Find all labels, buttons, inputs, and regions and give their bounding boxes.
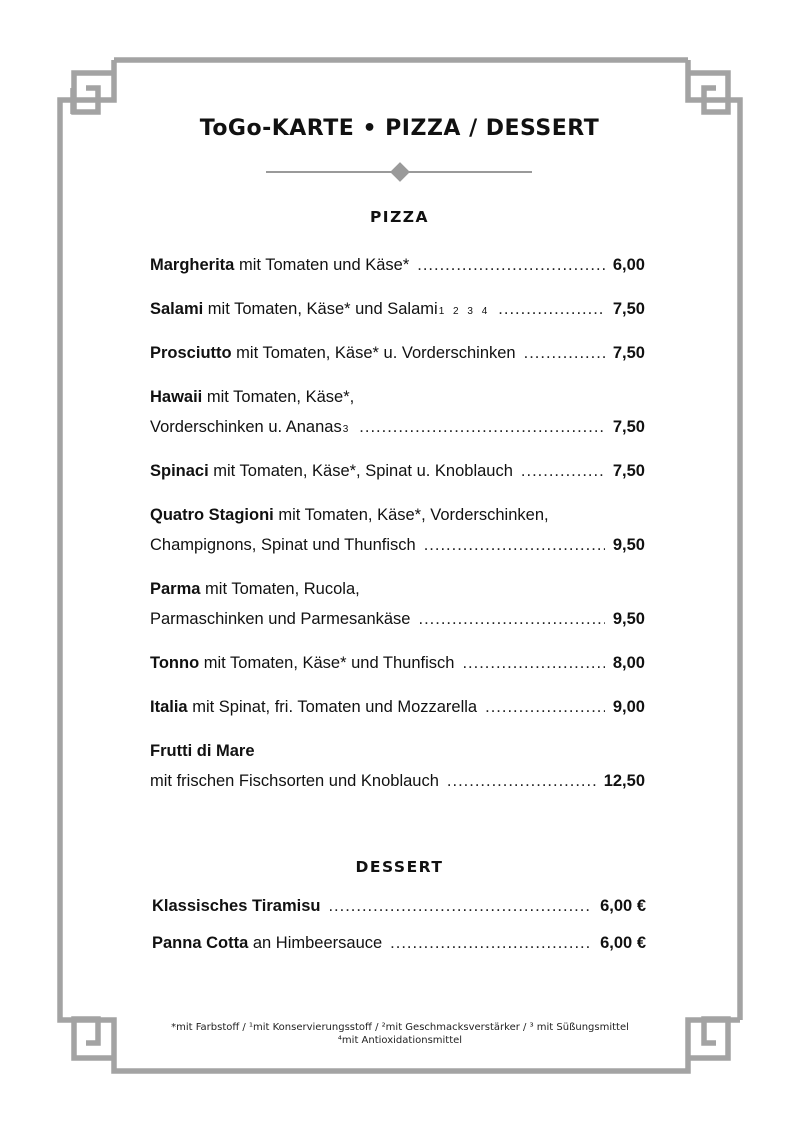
allergen-note: 3 <box>342 424 352 435</box>
item-name: Parma <box>150 580 201 598</box>
item-description-cont: Parmaschinken und Parmesankäse <box>150 610 411 628</box>
item-description: mit Tomaten und Käse* <box>234 256 410 274</box>
item-price: 6,00 <box>612 256 645 274</box>
section-heading-dessert: DESSERT <box>355 858 444 876</box>
item-name: Tonno <box>150 654 200 672</box>
item-description-cont: Vorderschinken u. Ananas <box>150 418 342 436</box>
item-price: 7,50 <box>612 300 645 318</box>
item-name: Panna Cotta <box>152 934 249 952</box>
footnote-line: ⁴mit Antioxidationsmittel <box>337 1035 463 1046</box>
menu-item <box>152 928 646 958</box>
item-price: 6,00 € <box>600 934 646 952</box>
menu-item <box>150 736 645 796</box>
item-description: mit Spinat, fri. Tomaten und Mozzarella <box>187 698 478 716</box>
item-description: mit Tomaten, Käse*, Vorderschinken, <box>273 506 549 524</box>
item-price: 9,50 <box>612 610 645 628</box>
menu-item <box>150 500 645 560</box>
menu-item <box>150 456 645 486</box>
footnote-line: *mit Farbstoff / ¹mit Konservierungsstoff / ²mit Geschmacksverstärker / ³ mit Süßungsmittel <box>171 1022 629 1033</box>
item-price: 9,00 <box>612 698 645 716</box>
item-name: Prosciutto <box>150 344 232 362</box>
menu-item <box>150 382 645 442</box>
item-name: Italia <box>150 698 188 716</box>
title-divider <box>266 162 532 182</box>
item-description: mit Tomaten, Käse* und Salami <box>203 300 438 318</box>
item-price: 8,00 <box>612 654 645 672</box>
footnote <box>100 1021 700 1047</box>
page-title: ToGo-KARTE • PIZZA / DESSERT <box>199 116 600 141</box>
item-name: Spinaci <box>150 462 209 480</box>
item-description: mit Tomaten, Käse*, Spinat u. Knoblauch <box>208 462 513 480</box>
menu-item <box>150 250 645 280</box>
item-description-cont: Champignons, Spinat und Thunfisch <box>150 536 416 554</box>
allergen-note: 1 2 3 4 <box>438 306 491 317</box>
item-description: mit Tomaten, Käse*, <box>202 388 355 406</box>
item-description: mit Tomaten, Käse* und Thunfisch <box>199 654 455 672</box>
menu-item <box>150 692 645 722</box>
item-price: 9,50 <box>612 536 645 554</box>
item-description: mit Tomaten, Rucola, <box>200 580 360 598</box>
menu-item <box>150 574 645 634</box>
item-name: Hawaii <box>150 388 203 406</box>
item-name: Frutti di Mare <box>150 742 255 760</box>
item-name: Margherita <box>150 256 235 274</box>
item-description: an Himbeersauce <box>248 934 383 952</box>
item-price: 7,50 <box>612 462 645 480</box>
item-name: Quatro Stagioni <box>150 506 274 524</box>
item-description-cont: mit frischen Fischsorten und Knoblauch <box>150 772 439 790</box>
item-price: 7,50 <box>612 344 645 362</box>
item-price: 6,00 € <box>600 897 646 915</box>
item-price: 12,50 <box>603 772 645 790</box>
item-description: mit Tomaten, Käse* u. Vorderschinken <box>231 344 516 362</box>
menu-item <box>150 648 645 678</box>
section-heading-pizza: PIZZA <box>369 208 430 226</box>
item-name: Salami <box>150 300 204 318</box>
item-price: 7,50 <box>612 418 645 436</box>
menu-item <box>150 338 645 368</box>
menu-item <box>150 294 645 324</box>
item-name: Klassisches Tiramisu <box>152 897 321 915</box>
menu-item <box>152 891 646 921</box>
